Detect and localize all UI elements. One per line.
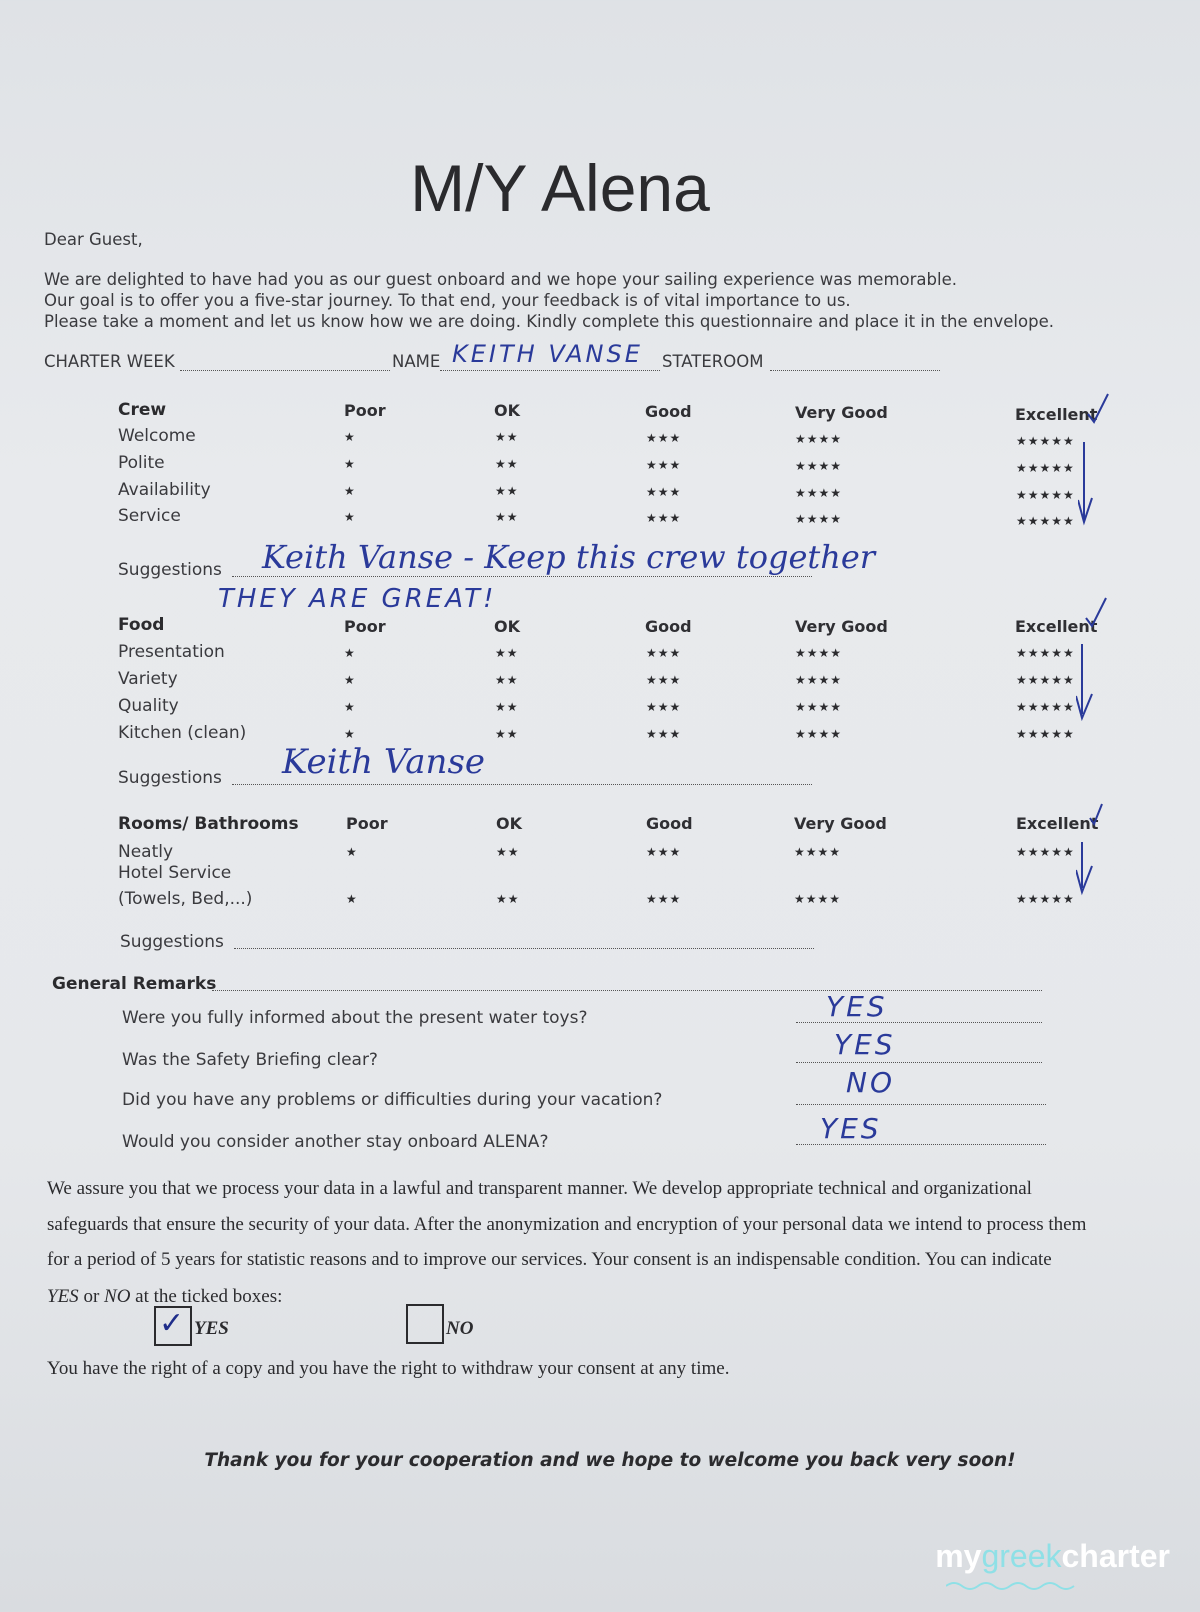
star-option[interactable]: ★ — [346, 845, 358, 859]
star-option[interactable]: ★★ — [495, 700, 519, 714]
crew-section-title: Crew — [118, 400, 167, 420]
consent-or-word: or — [78, 1286, 105, 1307]
crew-header-excellent: Excellent — [1015, 405, 1098, 424]
logo-part-greek: greek — [981, 1538, 1062, 1574]
star-option[interactable]: ★★★★★ — [1016, 488, 1075, 502]
star-option[interactable]: ★★★★ — [795, 727, 843, 741]
star-option[interactable]: ★★★★ — [795, 432, 843, 446]
food-header-good: Good — [645, 617, 692, 636]
star-option[interactable]: ★★★ — [646, 458, 682, 472]
star-option[interactable]: ★★★★★ — [1016, 461, 1075, 475]
food-suggestions-text[interactable]: Keith Vanse — [282, 742, 486, 782]
star-option[interactable]: ★★★★ — [795, 486, 843, 500]
consent-no-word: NO — [104, 1286, 131, 1307]
consent-line-4 — [47, 1286, 282, 1308]
star-option[interactable]: ★ — [346, 892, 358, 906]
question-safety-briefing: Was the Safety Briefing clear? — [122, 1050, 378, 1070]
star-option[interactable]: ★★★★★ — [1016, 892, 1075, 906]
star-option[interactable]: ★★★★★ — [1016, 700, 1075, 714]
star-option[interactable]: ★ — [344, 510, 356, 524]
question-another-stay: Would you consider another stay onboard ALENA? — [122, 1132, 549, 1152]
food-header-very-good: Very Good — [795, 617, 888, 636]
star-option[interactable]: ★★ — [495, 484, 519, 498]
food-suggestions-label: Suggestions — [118, 768, 222, 788]
crew-header-good: Good — [645, 402, 692, 421]
star-option[interactable]: ★★★★ — [795, 512, 843, 526]
star-option[interactable]: ★ — [344, 700, 356, 714]
rooms-header-poor: Poor — [346, 814, 388, 833]
rooms-section-title: Rooms/ Bathrooms — [118, 814, 299, 834]
star-option[interactable]: ★★ — [496, 845, 520, 859]
consent-ticked-boxes-text: at the ticked boxes: — [130, 1286, 283, 1307]
star-option[interactable]: ★ — [344, 430, 356, 444]
star-option[interactable]: ★★ — [495, 430, 519, 444]
star-option[interactable]: ★★★★ — [795, 700, 843, 714]
rooms-header-very-good: Very Good — [794, 814, 887, 833]
star-option[interactable]: ★★★★★ — [1016, 646, 1075, 660]
general-remarks-title: General Remarks — [52, 974, 217, 994]
crew-header-ok: OK — [494, 401, 520, 420]
food-excellent-check-arrow-icon — [1076, 594, 1116, 734]
crew-header-very-good: Very Good — [795, 403, 888, 422]
stateroom-field[interactable] — [770, 370, 940, 371]
rooms-row-neatly: Neatly — [118, 842, 174, 862]
star-option[interactable]: ★★★★ — [794, 845, 842, 859]
crew-suggestions-text-2[interactable]: THEY ARE GREAT! — [218, 584, 497, 614]
star-option[interactable]: ★★★ — [646, 431, 682, 445]
food-header-poor: Poor — [344, 617, 386, 636]
star-option[interactable]: ★★★ — [646, 485, 682, 499]
star-option[interactable]: ★ — [344, 673, 356, 687]
logo-part-charter: charter — [1061, 1538, 1170, 1574]
charter-week-label: CHARTER WEEK — [44, 352, 175, 371]
consent-line-3: for a period of 5 years for statistic reasons and to improve our services. Your consent is an indispensable condition. You can indicate — [47, 1249, 1052, 1270]
star-option[interactable]: ★★★★ — [795, 673, 843, 687]
answer-water-toys[interactable]: YES — [826, 990, 888, 1023]
consent-yes-checkbox[interactable] — [154, 1306, 192, 1346]
crew-row-welcome: Welcome — [118, 426, 196, 446]
crew-row-service: Service — [118, 506, 181, 526]
food-row-kitchen: Kitchen (clean) — [118, 723, 247, 743]
star-option[interactable]: ★★ — [495, 510, 519, 524]
food-suggestions-line — [232, 784, 812, 785]
crew-row-availability: Availability — [118, 480, 211, 500]
consent-yes-label: YES — [194, 1318, 229, 1339]
charter-week-field[interactable] — [180, 370, 390, 371]
star-option[interactable]: ★ — [344, 727, 356, 741]
star-option[interactable]: ★★★★ — [795, 459, 843, 473]
answer-safety-briefing[interactable]: YES — [834, 1028, 896, 1061]
food-row-presentation: Presentation — [118, 642, 225, 662]
star-option[interactable]: ★★★ — [646, 511, 682, 525]
food-header-ok: OK — [494, 617, 520, 636]
name-label: NAME — [392, 352, 441, 371]
consent-no-checkbox[interactable] — [406, 1304, 444, 1344]
star-option[interactable]: ★★★★★ — [1016, 845, 1075, 859]
crew-excellent-check-arrow-icon — [1078, 390, 1118, 535]
star-option[interactable]: ★★ — [496, 892, 520, 906]
general-remarks-line[interactable] — [212, 990, 1042, 991]
star-option[interactable]: ★★★ — [646, 646, 682, 660]
rooms-suggestions-line[interactable] — [234, 948, 814, 949]
answer-line-problems — [796, 1104, 1046, 1105]
question-problems: Did you have any problems or difficulties during your vacation? — [122, 1090, 663, 1110]
rooms-header-good: Good — [646, 814, 693, 833]
rooms-header-ok: OK — [496, 814, 522, 833]
food-section-title: Food — [118, 615, 165, 635]
star-option[interactable]: ★★★ — [646, 700, 682, 714]
star-option[interactable]: ★ — [344, 646, 356, 660]
star-option[interactable]: ★★ — [495, 457, 519, 471]
thank-you-message: Thank you for your cooperation and we hope to welcome you back very soon! — [204, 1450, 1016, 1471]
star-option[interactable]: ★★★★★ — [1016, 434, 1075, 448]
star-option[interactable]: ★★★★★ — [1016, 673, 1075, 687]
star-option[interactable]: ★★★★★ — [1016, 514, 1075, 528]
rooms-suggestions-label: Suggestions — [120, 932, 224, 952]
logo-wave-icon — [946, 1580, 1076, 1592]
star-option[interactable]: ★★★ — [646, 673, 682, 687]
question-water-toys: Were you fully informed about the present water toys? — [122, 1008, 588, 1028]
intro-line-1: We are delighted to have had you as our guest onboard and we hope your sailing experience was memorable. — [44, 270, 957, 289]
crew-suggestions-text[interactable]: Keith Vanse - Keep this crew together — [262, 538, 876, 576]
document-title: M/Y Alena — [410, 151, 710, 225]
rooms-excellent-check-arrow-icon — [1076, 800, 1116, 900]
stateroom-label: STATEROOM — [662, 352, 764, 371]
greeting: Dear Guest, — [44, 230, 143, 249]
logo-part-my: my — [935, 1538, 982, 1574]
star-option[interactable]: ★★ — [495, 727, 519, 741]
food-header-excellent: Excellent — [1015, 617, 1098, 636]
intro-line-2: Our goal is to offer you a five-star journey. To that end, your feedback is of vital importance to us. — [44, 291, 851, 310]
rooms-row-hotel-service: Hotel Service — [118, 863, 232, 883]
star-option[interactable]: ★★ — [495, 673, 519, 687]
star-option[interactable]: ★ — [344, 457, 356, 471]
star-option[interactable]: ★★★ — [646, 892, 682, 906]
rooms-header-excellent: Excellent — [1016, 814, 1099, 833]
intro-line-3: Please take a moment and let us know how we are doing. Kindly complete this questionnaire and place it in the envelope. — [44, 312, 1054, 331]
crew-row-polite: Polite — [118, 453, 165, 473]
answer-line-safety-briefing — [796, 1062, 1042, 1063]
star-option[interactable]: ★★★★★ — [1016, 727, 1075, 741]
star-option[interactable]: ★ — [344, 484, 356, 498]
food-row-variety: Variety — [118, 669, 178, 689]
food-row-quality: Quality — [118, 696, 179, 716]
star-option[interactable]: ★★★★ — [794, 892, 842, 906]
name-value[interactable]: KEITH VANSE — [452, 340, 643, 368]
crew-suggestions-label: Suggestions — [118, 560, 222, 580]
star-option[interactable]: ★★ — [495, 646, 519, 660]
answer-another-stay[interactable]: YES — [820, 1112, 882, 1145]
star-option[interactable]: ★★★★ — [795, 646, 843, 660]
mygreekcharter-logo — [935, 1538, 1170, 1575]
consent-line-2: safeguards that ensure the security of your data. After the anonymization and encryption of your personal data we intend to process them — [47, 1214, 1087, 1235]
crew-header-poor: Poor — [344, 401, 386, 420]
consent-no-label: NO — [446, 1318, 474, 1339]
answer-problems[interactable]: NO — [846, 1066, 895, 1099]
star-option[interactable]: ★★★ — [646, 845, 682, 859]
rooms-row-towels: (Towels, Bed,...) — [118, 889, 253, 909]
checkmark-icon: ✓ — [159, 1306, 185, 1341]
consent-yes-word: YES — [47, 1286, 79, 1307]
consent-line-1: We assure you that we process your data in a lawful and transparent manner. We develop appropriate technical and organizational — [47, 1178, 1032, 1199]
name-field-line — [440, 370, 660, 371]
crew-suggestions-line — [232, 576, 812, 577]
consent-withdraw-text: You have the right of a copy and you have the right to withdraw your consent at any time. — [47, 1358, 730, 1379]
star-option[interactable]: ★★★ — [646, 727, 682, 741]
